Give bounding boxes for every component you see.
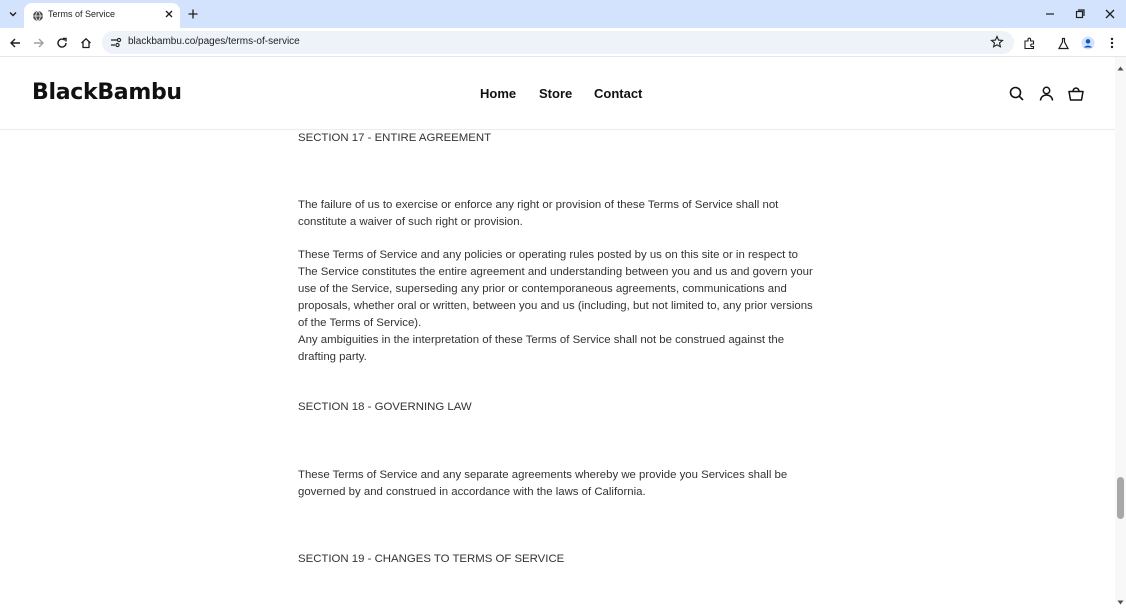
reload-icon[interactable] [53,34,71,52]
back-icon[interactable] [6,34,24,52]
home-icon[interactable] [77,34,95,52]
url-text[interactable]: blackbambu.co/pages/terms-of-service [128,36,300,47]
globe-icon [32,9,44,21]
page-scrollbar[interactable] [1115,57,1126,602]
search-icon[interactable] [1007,84,1025,102]
star-icon[interactable] [990,35,1004,49]
section-17-paragraph-1: The failure of us to exercise or enforce any right or provision of these Terms of Service shall not constitute a waiver of such right or provision. [298,199,779,228]
active-tab[interactable] [24,3,180,28]
site-header [0,57,1115,130]
section-18-paragraph-1: These Terms of Service and any separate agreements whereby we provide you Services shall be governed by and construed in accordance with the laws of California. [298,469,788,498]
close-icon[interactable] [162,7,176,21]
menu-icon[interactable] [1103,34,1121,52]
tab-strip [0,0,1126,28]
tab-title: Terms of Service [48,9,116,19]
section-17-paragraph-3: Any ambiguities in the interpretation of these Terms of Service shall not be construed against the drafting party. [298,334,785,363]
nav-contact[interactable]: Contact [594,86,643,101]
site-info-icon[interactable] [109,36,122,49]
browser-toolbar [0,28,1126,57]
restore-icon[interactable] [1072,6,1088,22]
scrollbar-thumb[interactable] [1117,477,1124,519]
tab-search-icon[interactable] [5,6,21,22]
section-18-title: SECTION 18 - GOVERNING LAW [298,401,472,413]
profile-icon[interactable] [1079,34,1097,52]
extensions-icon[interactable] [1020,34,1038,52]
minimize-icon[interactable] [1042,6,1058,22]
forward-icon[interactable] [30,34,48,52]
address-bar[interactable] [102,31,1014,54]
scroll-up-icon[interactable] [1117,59,1124,66]
section-17-title: SECTION 17 - ENTIRE AGREEMENT [298,132,492,144]
nav-store[interactable]: Store [539,86,573,101]
scroll-down-icon[interactable] [1117,593,1124,600]
labs-icon[interactable] [1054,34,1072,52]
nav-home[interactable]: Home [480,86,517,101]
section-19-title: SECTION 19 - CHANGES TO TERMS OF SERVICE [298,553,565,565]
section-17-paragraph-2: These Terms of Service and any policies or operating rules posted by us on this site or in respect to The Service constitutes the entire agreement and understanding between you and us and govern your use of the Service, superseding any prior or contemporaneous agreements, communications and proposals, whether oral or written, between you and us (including, but not limited to, any prior versions of the Terms of Service). [298,249,813,329]
page-viewport [0,57,1115,602]
site-logo[interactable]: BlackBambu [32,80,182,105]
window-close-icon[interactable] [1102,6,1118,22]
account-icon[interactable] [1037,84,1055,102]
cart-icon[interactable] [1067,84,1085,102]
plus-icon[interactable] [185,6,201,22]
